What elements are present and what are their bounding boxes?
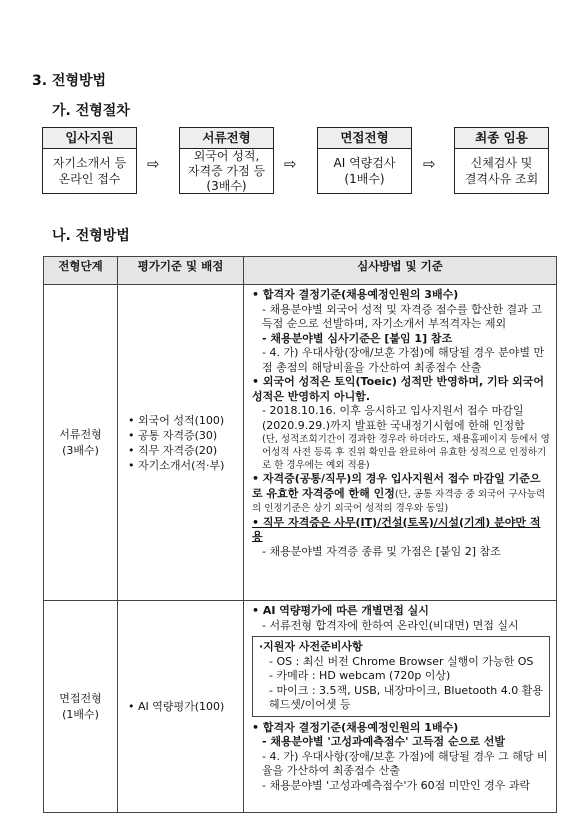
screening-method-table <box>43 256 557 813</box>
method-cell <box>244 601 557 813</box>
box-title: ·지원자 사전준비사항 <box>259 640 363 653</box>
method-cell <box>244 285 557 601</box>
method-line: • 외국어 성적은 토익(Toeic) 성적만 반영하며, 기타 외국어 성적은 반영하지 아니함. <box>252 375 544 403</box>
step-document-screening <box>179 127 274 194</box>
header-stage: 전형단계 <box>44 257 118 285</box>
method-line: • AI 역량평가에 따른 개별면접 실시 <box>252 604 429 617</box>
method-line: • 직무 자격증은 사무(IT)/건설(토목)/시설(기계) 분야만 적용 <box>252 515 541 543</box>
arrow-right-icon: ⇨ <box>284 155 297 173</box>
table-row-document <box>44 285 557 601</box>
table-header-row <box>44 257 557 285</box>
method-line: - 채용분야별 심사기준은 [붙임 1] 참조 <box>262 331 453 345</box>
method-line: - 2018.10.16. 이후 응시하고 입사지원서 접수 마감일 (2020.9.29.)까지 발표한 국내정기시험에 한해 인정함 <box>262 404 525 432</box>
step-title: 최종 임용 <box>455 128 548 149</box>
criteria-item: • 자기소개서(적·부) <box>128 458 225 472</box>
criteria-cell <box>118 601 244 813</box>
prep-requirements-box <box>252 636 550 717</box>
step-final-appointment <box>454 127 549 194</box>
method-line: - 채용분야별 '고성과예측점수' 고득점 순으로 선발 <box>262 735 505 748</box>
table-row-interview <box>44 601 557 813</box>
method-line: • 합격자 결정기준(채용예정인원의 3배수) <box>252 288 459 301</box>
step-title: 면접전형 <box>318 128 411 149</box>
step-interview <box>317 127 412 194</box>
method-line: - 서류전형 합격자에 한하여 온라인(비대면) 면접 실시 <box>262 618 519 632</box>
box-line: - OS : 최신 버전 Chrome Browser 실행이 가능한 OS <box>269 654 534 668</box>
stage-cell: 면접전형 (1배수) <box>44 601 118 813</box>
method-line: • 자격증(공통/직무)의 경우 입사지원서 접수 마감일 기준으로 유효한 자격증에 한해 인정(단, 공통 자격증 중 외국어 구사능력의 인정기준은 상기 외국어 성적의 경우와 동일) <box>252 472 546 514</box>
step-title: 서류전형 <box>180 128 273 149</box>
step-title: 입사지원 <box>43 128 136 149</box>
criteria-item: • AI 역량평가(100) <box>128 700 225 713</box>
criteria-item: • 외국어 성적(100) <box>128 413 225 427</box>
arrow-right-icon: ⇨ <box>147 155 160 173</box>
header-method: 심사방법 및 기준 <box>244 257 557 285</box>
criteria-item: • 공통 자격증(30) <box>128 428 218 442</box>
criteria-cell <box>118 285 244 601</box>
method-line: - 채용분야별 자격증 종류 및 가점은 [붙임 2] 참조 <box>262 544 501 558</box>
step-body: 신체검사 및 결격사유 조회 <box>464 156 539 186</box>
criteria-item: • 직무 자격증(20) <box>128 443 218 457</box>
method-line: - 채용분야별 '고성과예측점수'가 60점 미만인 경우 과락 <box>262 778 531 792</box>
method-line: - 채용분야별 외국어 성적 및 자격증 점수를 합산한 결과 고득점 순으로 선발하며, 자기소개서 부적격자는 제외 <box>262 302 542 330</box>
method-line: • 합격자 결정기준(채용예정인원의 1배수) <box>252 720 459 734</box>
section-title: 3. 전형방법 <box>32 73 107 89</box>
box-line: - 마이크 : 3.5잭, USB, 내장마이크, Bluetooth 4.0 활용 헤드셋/이어셋 등 <box>269 683 543 711</box>
box-line: - 카메라 : HD webcam (720p 이상) <box>269 669 451 682</box>
arrow-right-icon: ⇨ <box>423 155 436 173</box>
method-line: - 4. 가) 우대사항(장애/보훈 가점)에 해당될 경우 분야별 만점 총점의 해당비율을 가산하여 최종점수 산출 <box>262 346 545 374</box>
header-criteria: 평가기준 및 배점 <box>118 257 244 285</box>
subsection-procedure-title: 가. 전형절차 <box>52 103 130 119</box>
step-apply <box>42 127 137 194</box>
step-body: 외국어 성적, 자격증 가점 등 (3배수) <box>187 148 266 193</box>
step-body: AI 역량검사 (1배수) <box>333 156 396 186</box>
step-body: 자기소개서 등 온라인 접수 <box>52 156 127 186</box>
method-note: (단, 성적조회기간이 경과한 경우라 하더라도, 채용홈페이지 등에서 영어성적 사전 등록 후 진위 확인을 완료하여 유효한 성적으로 인정하기로 한 경우에는 예외 적용) <box>262 434 550 471</box>
subsection-method-title: 나. 전형방법 <box>52 228 130 244</box>
method-line: - 4. 가) 우대사항(장애/보훈 가점)에 해당될 경우 그 해당 비율을 가산하여 최종점수 산출 <box>262 749 548 777</box>
stage-cell: 서류전형 (3배수) <box>44 285 118 601</box>
